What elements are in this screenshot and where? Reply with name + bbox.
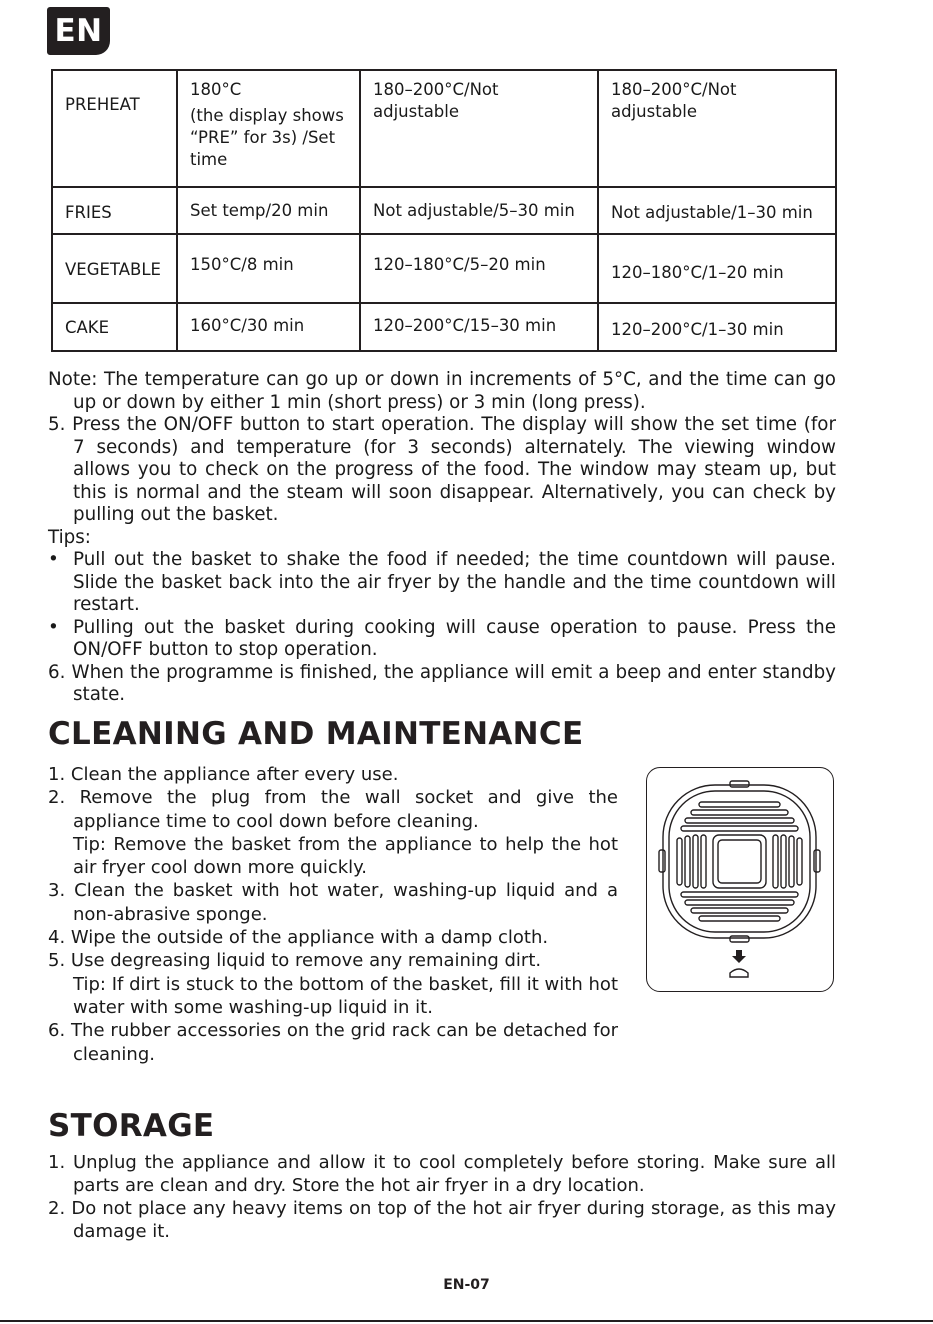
bullet: • — [48, 616, 59, 638]
section-heading: CLEANING AND MAINTENANCE — [48, 716, 584, 752]
table-cell: PREHEAT — [65, 95, 140, 114]
grid-rack-illustration-icon — [647, 768, 832, 990]
table-cell: Not adjustable/1–30 min — [597, 188, 835, 233]
list-item: 6. The rubber accessories on the grid rack can be detached for cleaning. — [48, 1020, 618, 1065]
table-row — [53, 186, 835, 233]
tip-text: Tip: Remove the basket from the appliance to help the hot air fryer cool down more quickly. — [73, 833, 618, 879]
usage-section — [48, 369, 836, 707]
list-item: 2. Do not place any heavy items on top of the hot air fryer during storage, as this may damage it. — [48, 1198, 836, 1242]
list-item: 3. Clean the basket with hot water, washing-up liquid and a non-abrasive sponge. — [48, 880, 618, 925]
note-text: Note: The temperature can go up or down in increments of 5°C, and the time can go up or down by either 1 min (short press) or 3 min (long press). — [48, 369, 836, 413]
table-cell: 180–200°C/Not adjustable — [597, 71, 835, 186]
table-row — [53, 302, 835, 350]
tip-text: Pulling out the basket during cooking will cause operation to pause. Press the ON/OFF button to stop operation. — [73, 616, 836, 660]
section-heading: STORAGE — [48, 1108, 215, 1144]
table-row — [53, 71, 835, 186]
tip-item — [48, 617, 836, 662]
list-item: 1. Clean the appliance after every use. — [48, 764, 399, 785]
table-cell: 120–180°C/1–20 min — [597, 235, 835, 302]
bullet: • — [48, 549, 59, 570]
tip-item — [48, 549, 836, 617]
table-cell: VEGETABLE — [65, 260, 161, 279]
table-cell: Set temp/20 min — [176, 188, 359, 233]
table-cell — [176, 71, 359, 186]
table-cell: 120–200°C/15–30 min — [359, 304, 597, 350]
table-row — [53, 233, 835, 302]
language-badge: EN — [47, 7, 110, 55]
table-cell: 160°C/30 min — [176, 304, 359, 350]
tips-label: Tips: — [48, 526, 91, 548]
list-item: 2. Remove the plug from the wall socket and give the appliance time to cool down before cleaning. — [48, 787, 618, 832]
table-cell: Not adjustable/5–30 min — [359, 188, 597, 233]
table-cell: 120–180°C/5–20 min — [359, 235, 597, 302]
storage-list — [48, 1151, 836, 1243]
list-item: 1. Unplug the appliance and allow it to cool completely before storing. Make sure all parts are clean and dry. Store the hot air fryer in a dry location. — [48, 1152, 836, 1196]
table-cell: FRIES — [65, 203, 112, 222]
cleaning-list — [48, 763, 618, 1066]
tip-text: Pull out the basket to shake the food if needed; the time countdown will pause. Slide the basket back into the air fryer by the handle and the time countdown will restart. — [73, 549, 836, 615]
tip-text: Tip: If dirt is stuck to the bottom of the basket, fill it with hot water with some washing-up liquid in it. — [73, 973, 618, 1018]
divider — [0, 1320, 933, 1322]
table-cell: 180–200°C/Not adjustable — [359, 71, 597, 186]
step-6: 6. When the programme is finished, the appliance will emit a beep and enter standby state. — [48, 661, 836, 705]
list-item: 5. Use degreasing liquid to remove any remaining dirt. — [48, 950, 542, 972]
grid-rack-figure — [646, 767, 834, 992]
program-table — [51, 69, 837, 352]
step-5: 5. Press the ON/OFF button to start operation. The display will show the set time (for 7 seconds) and temperature (for 3 seconds) alternately. The viewing window allows you to check on the progress of the food. The window may steam up, but this is normal and the steam will soon disappear. Alternatively, you can check by pulling out the basket. — [48, 414, 836, 525]
table-cell: 120–200°C/1–30 min — [597, 304, 835, 350]
table-cell: CAKE — [65, 318, 110, 337]
table-cell: 150°C/8 min — [176, 235, 359, 302]
page-number: EN-07 — [443, 1277, 490, 1293]
cell-note: (the display shows “PRE” for 3s) /Set time — [190, 106, 344, 169]
cell-main: 180°C — [190, 80, 242, 99]
list-item: 4. Wipe the outside of the appliance with a damp cloth. — [48, 927, 549, 949]
